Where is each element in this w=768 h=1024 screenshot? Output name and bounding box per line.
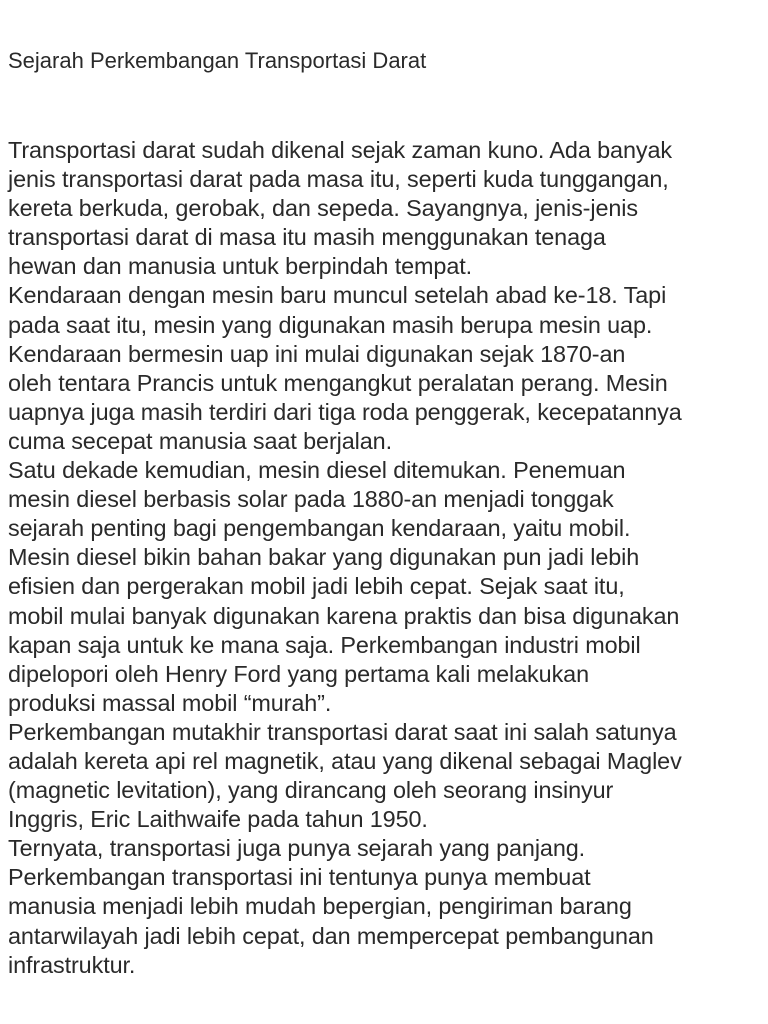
document-title: Sejarah Perkembangan Transportasi Darat: [8, 48, 427, 73]
text-line: antarwilayah jadi lebih cepat, dan mempercepat pembangunan: [8, 922, 654, 949]
text-line: dipelopori oleh Henry Ford yang pertama kali melakukan: [8, 660, 589, 687]
text-line: jenis transportasi darat pada masa itu, seperti kuda tunggangan,: [8, 166, 669, 193]
text-line: produksi massal mobil “murah”.: [8, 689, 332, 716]
text-line: Satu dekade kemudian, mesin diesel ditemukan. Penemuan: [8, 457, 626, 484]
document-body: [8, 136, 764, 980]
text-line: Perkembangan transportasi ini tentunya punya membuat: [8, 864, 591, 891]
text-line: pada saat itu, mesin yang digunakan masih berupa mesin uap.: [8, 311, 653, 338]
text-line: Ternyata, transportasi juga punya sejarah yang panjang.: [8, 835, 586, 862]
text-line: mobil mulai banyak digunakan karena praktis dan bisa digunakan: [8, 602, 680, 629]
text-line: hewan dan manusia untuk berpindah tempat.: [8, 253, 473, 280]
text-line: adalah kereta api rel magnetik, atau yang dikenal sebagai Maglev: [8, 747, 682, 774]
text-line: kapan saja untuk ke mana saja. Perkembangan industri mobil: [8, 631, 641, 658]
text-line: transportasi darat di masa itu masih menggunakan tenaga: [8, 224, 606, 251]
text-line: manusia menjadi lebih mudah bepergian, pengiriman barang: [8, 893, 632, 920]
text-line: Kendaraan dengan mesin baru muncul setelah abad ke-18. Tapi: [8, 282, 667, 309]
text-line: Inggris, Eric Laithwaife pada tahun 1950.: [8, 806, 428, 833]
text-line: efisien dan pergerakan mobil jadi lebih cepat. Sejak saat itu,: [8, 573, 625, 600]
text-line: Perkembangan mutakhir transportasi darat saat ini salah satunya: [8, 718, 677, 745]
text-line: oleh tentara Prancis untuk mengangkut peralatan perang. Mesin: [8, 369, 668, 396]
text-line: sejarah penting bagi pengembangan kendaraan, yaitu mobil.: [8, 515, 631, 542]
text-line: uapnya juga masih terdiri dari tiga roda penggerak, kecepatannya: [8, 398, 682, 425]
text-line: cuma secepat manusia saat berjalan.: [8, 427, 392, 454]
text-line: Transportasi darat sudah dikenal sejak zaman kuno. Ada banyak: [8, 137, 672, 163]
text-line: kereta berkuda, gerobak, dan sepeda. Sayangnya, jenis-jenis: [8, 195, 638, 222]
text-line: Mesin diesel bikin bahan bakar yang digunakan pun jadi lebih: [8, 544, 640, 571]
text-line: Kendaraan bermesin uap ini mulai digunakan sejak 1870-an: [8, 340, 626, 367]
text-line: infrastruktur.: [8, 951, 136, 978]
text-line: (magnetic levitation), yang dirancang oleh seorang insinyur: [8, 777, 614, 804]
text-line: mesin diesel berbasis solar pada 1880-an menjadi tonggak: [8, 486, 614, 513]
